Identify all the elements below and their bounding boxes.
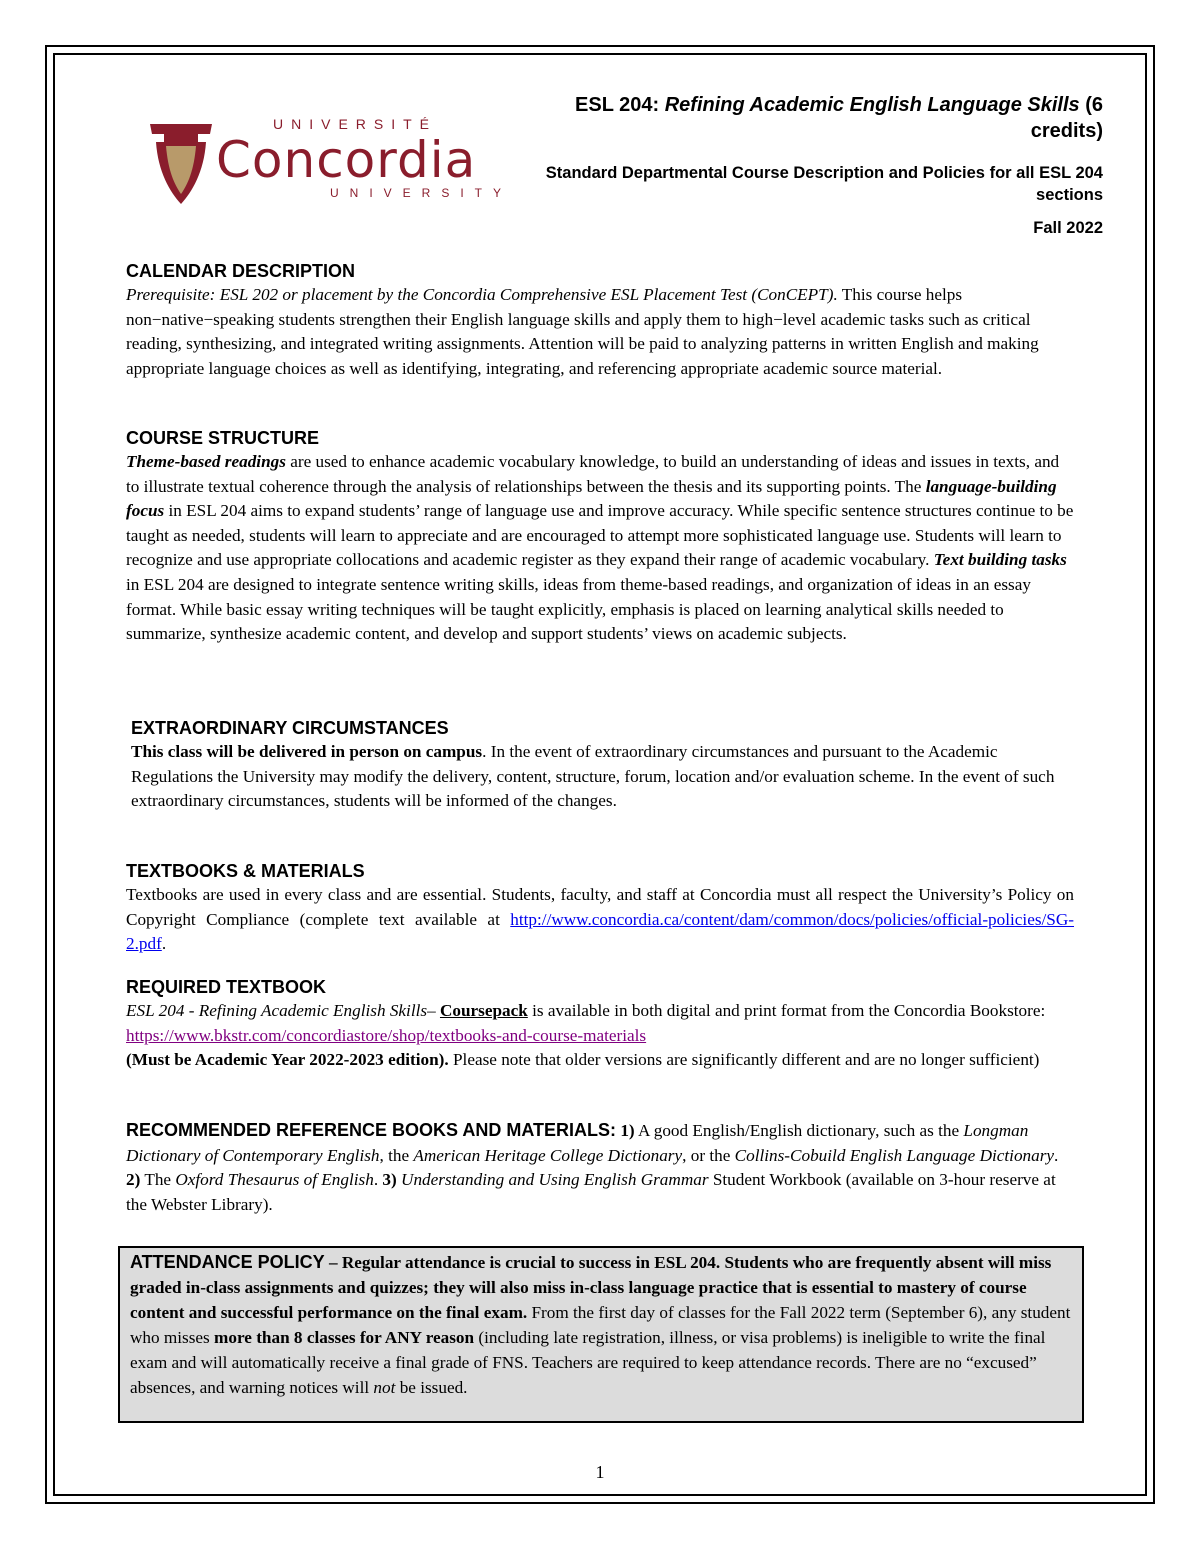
section-body [126,883,1074,957]
attendance-policy-text [130,1250,1074,1400]
section-heading: EXTRAORDINARY CIRCUMSTANCES [131,718,449,738]
shield-icon [146,112,216,208]
section-course-structure [126,426,1074,647]
section-body [126,283,1074,381]
section-heading: RECOMMENDED REFERENCE BOOKS AND MATERIALS: [126,1120,617,1140]
section-heading: TEXTBOOKS & MATERIALS [126,861,365,881]
body-span: (including late registration, illness, or visa problems) is ineligible to write the final exam and will automatically receive a final grade of FNS. Teachers are required to keep attendance records. There are no “excused” absences, and warning notices will [130,1328,1046,1397]
logo-bottom-text: UNIVERSITY [330,186,513,200]
body-span: Please note that older versions are significantly different and are no longer sufficient) [448,1050,1040,1070]
item-number: 3) [382,1170,397,1190]
section-required-textbook [126,975,1074,1073]
section-body [131,740,1076,814]
section-body [126,450,1074,647]
section-textbooks-materials [126,859,1074,957]
book-title: Longman Dictionary of Contemporary English [126,1121,1029,1165]
in-person-notice: This class will be delivered in person on campus [131,742,483,761]
edition-requirement: (Must be Academic Year 2022-2023 edition). [126,1050,449,1070]
logo-wordmark: Concordia [216,131,477,189]
policy-emphasis: – Regular attendance is crucial to success in ESL 204. Students who are frequently absent will miss graded in-class assignments and quizzes; they will also miss in-class language practice that is essential to mastery of course content and successful performance on the final exam. [130,1253,1052,1322]
course-title [543,92,1103,144]
section-heading: COURSE STRUCTURE [126,428,320,448]
course-title-italic: Refining Academic English Language Skills [664,94,1080,116]
emphasis-not: not [373,1378,396,1397]
body-span: , or the [682,1145,735,1165]
copyright-policy-link[interactable]: http://www.concordia.ca/content/dam/common/docs/policies/official-policies/SG-2.pdf [126,909,1074,954]
section-body [126,1118,1074,1217]
body-span: Textbooks are used in every class and are essential. Students, faculty, and staff at Concordia must all respect the University’s Policy on Copyright Compliance (complete text available at [126,885,1074,929]
term-language-focus: language-building focus [126,476,1057,521]
course-code: ESL 204: [575,94,660,116]
body-span: . [373,1170,383,1190]
body-span: – [427,1001,440,1020]
body-span: in ESL 204 aims to expand students’ range of language use and improve accuracy. While specific sentence structures continue to be taught as needed, students will learn to appreciate and are encouraged to attempt more sophisticated language use. Students will learn to recognize and use appropriate collocations and academic register as they expand their range of academic vocabulary. [126,501,1074,570]
body-span: . [1054,1145,1059,1165]
body-span: . In the event of extraordinary circumstances and pursuant to the Academic Regulations the University may modify the delivery, content, structure, forum, location and/or evaluation scheme. In the event of such extraordinary circumstances, students will be informed of the changes. [131,742,1055,811]
section-body [126,999,1074,1073]
prerequisite-text: Prerequisite: ESL 202 or placement by the Concordia Comprehensive ESL Placement Test (ConCEPT). [126,285,838,304]
term-theme-readings: Theme-based readings [126,452,286,471]
body-span: is available in both digital and print format from the Concordia Bookstore: [527,1001,1046,1020]
book-title: American Heritage College Dictionary [413,1145,683,1165]
concordia-logo [146,110,513,212]
book-title: Understanding and Using English Grammar [401,1170,709,1190]
body-span: . [161,934,167,954]
absence-limit: more than 8 classes for ANY reason [214,1328,475,1347]
body-span: , the [379,1145,414,1165]
body-span: be issued. [395,1378,468,1397]
attendance-policy-box [118,1246,1084,1423]
section-heading: ATTENDANCE POLICY [130,1252,325,1272]
body-span: A good English/English dictionary, such as the [634,1121,964,1140]
section-heading: REQUIRED TEXTBOOK [126,977,327,997]
document-subtitle: Standard Departmental Course Description and Policies for all ESL 204 sections [545,164,1103,204]
section-extraordinary-circumstances [131,716,1076,814]
book-title: Oxford Thesaurus of English [175,1170,374,1190]
bookstore-link[interactable]: https://www.bkstr.com/concordiastore/shop/textbooks-and-course-materials [126,1025,647,1045]
course-header [543,92,1103,239]
textbook-title: ESL 204 - Refining Academic English Skills [126,1001,428,1020]
body-span: The [140,1170,176,1190]
section-calendar-description [126,259,1074,381]
course-credits: (6 credits) [1030,94,1103,142]
section-recommended-references [126,1118,1074,1217]
logo-top-text: UNIVERSITÉ [273,116,438,132]
description-text: This course helps non−native−speaking students strengthen their English language skills and apply them to high−level academic tasks such as critical reading, synthesizing, and integrated writing assignments. Attention will be paid to analyzing patterns in written English and making appropriate language choices as well as identifying, integrating, and referencing appropriate academic source material. [126,285,1039,378]
section-heading: CALENDAR DESCRIPTION [126,261,356,281]
body-span: Student Workbook (available on 3-hour reserve at the Webster Library). [126,1170,1056,1214]
body-span: From the first day of classes for the Fall 2022 term (September 6), any student who misses [130,1303,1071,1347]
page-number: 1 [595,1462,605,1482]
coursepack-label: Coursepack [439,1001,528,1020]
term-label: Fall 2022 [1033,219,1103,237]
body-span: are used to enhance academic vocabulary knowledge, to build an understanding of ideas and issues in texts, and to illustrate textual coherence through the analysis of relationships between the thesis and its supporting points. The [126,452,1060,496]
item-number: 1) [616,1121,635,1140]
body-span: in ESL 204 are designed to integrate sentence writing skills, ideas from theme-based readings, and organization of ideas in an essay format. While basic essay writing techniques will be taught explicitly, emphasis is placed on learning analytical skills needed to summarize, synthesize academic content, and develop and support students’ views on academic subjects. [126,574,1031,644]
book-title: Collins-Cobuild English Language Dictionary [734,1145,1055,1165]
term-text-building: Text building tasks [933,550,1067,570]
item-number: 2) [126,1170,141,1190]
